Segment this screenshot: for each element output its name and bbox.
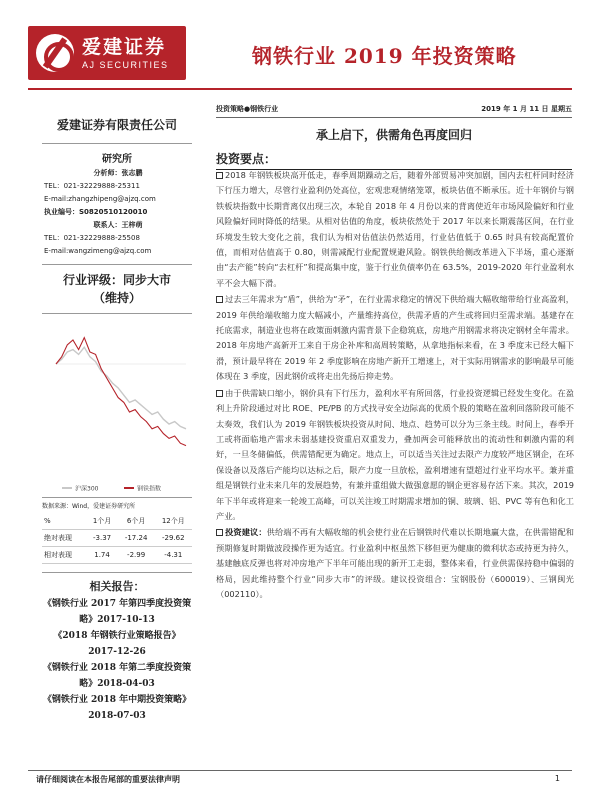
rating-line-2: （维持） xyxy=(92,291,141,305)
performance-table xyxy=(42,513,192,564)
related-report-2[interactable]: 《2018 年钢铁行业策略报告》2017-12-26 xyxy=(53,631,181,657)
paragraph-2: 过去三年需求为“盾”，供给为“矛”，在行业需求稳定的情况下供给端大幅收缩带给行业高盈利，2019 年供给端收缩力度大幅减小，产量维持高位，供需矛盾的产生或将回归至需求端。基建存在托底需求，制造业也将在政策面刺激内需背景下企稳筑底，房地产用钢需求将决定钢材全年需求。2018 年房地产高新开工来自于房企补库和高周转策略，从拿地指标来看，在 3 季度末已经大幅下滑，预计最早将在 2019 年 2 季度影响在房地产新开工增速上，对于实际用钢需求的影响最早可能体现在 3 季度，因此钢价或将走出先扬后抑走势。 xyxy=(216,294,574,382)
legend-label: 钢铁指数 xyxy=(137,485,162,493)
investment-advice-label: 投资建议： xyxy=(225,527,267,538)
legend-label: 沪深300 xyxy=(75,485,99,493)
perf-cell: 绝对表现 xyxy=(42,530,86,547)
company-logo xyxy=(28,26,186,80)
report-subtitle: 承上启下，供需角色再度回归 xyxy=(315,128,472,142)
footer-disclaimer: 请仔细阅读在本报告尾部的重要法律声明 xyxy=(36,775,180,784)
logo-en: AJ SECURITIES xyxy=(82,60,169,70)
rating-line-1: 行业评级：同步大市 xyxy=(62,273,171,287)
related-reports xyxy=(42,596,192,724)
perf-cell: 12个月 xyxy=(155,513,192,530)
related-reports-title: 相关报告： xyxy=(42,572,192,594)
perf-row xyxy=(42,530,192,547)
perf-cell: -3.37 xyxy=(86,530,117,547)
paragraph-4: 投资建议：供给端不再有大幅收缩的机会使行业在后钢铁时代难以长期地赢大盘，在供需错配和预期修复时期做波段操作更为适宜。行业盈利中枢虽然下移但更为健康的微利状态或持更为持久，基建触底反弹也将对冲房地产下半年可能出现的新开工走弱，整体来看，行业供需保持稳中偏弱的格局，因此维持整个行业“同步大市”的评级。建议投资组合：宝钢股份（600019）、三钢闽光（002110）。 xyxy=(216,527,574,599)
analyst-tel: TEL：021-32229888-25311 xyxy=(44,182,140,190)
report-date: 2019 年 1 月 11 日 星期五 xyxy=(481,105,572,113)
index-chart xyxy=(42,320,192,498)
analyst-info xyxy=(42,167,192,258)
checkbox-bullet-icon xyxy=(216,390,223,397)
chart-source: 数据来源：Wind，爱建证券研究所 xyxy=(42,503,136,510)
paragraph-1: 2018 年钢铁板块高开低走，春季周期躁动之后，随着外部贸易冲突加剧，国内去杠杆同时经济下行压力增大，尽管行业盈利仍处高位，宏观悲观情绪笼罩，板块估值不断承压。近十年钢价与钢铁板块指数中长期背离仅出现三次，本轮自 2018 年 4 月份以来的背离使近年市场风险偏好和行业风险偏好同时降低的结果。从相对估值的角度，板块依然处于 2017 年以来长期震荡区间，在行业环境发生较大变化之前，我们认为相对估值法仍然适用，行业估值低于 0.65 时具有较高配置价值，而相对估值高于 0.80，则需减配行业配置规避风险。钢铁供给侧改革进入下半场，重心逐渐由“去产能”转向“去杠杆”和提高集中度，鉴于行业负债率仍在 63.5%，2019-2020 年行业盈利水平不会大幅下滑。 xyxy=(216,170,574,288)
paragraph-3: 由于供需缺口缩小，钢价具有下行压力，盈利水平有所回落，行业投资逻辑已经发生变化。在盈利上升阶段通过对比 ROE、PE/PB 的方式找寻安全边际高的优质个股的策略在盈利回落阶段可能不太奏效，我们认为 2019 年钢铁板块投资从时间、地点、趋势可以分为三条主线。时间上，春季开工或将面临地产需求未弱基建投资重启双重发力，叠加两会可能释放出的流动性和刺激内需的利好，一旦冬储偏低，供需错配更为确定。地点上，可以适当关注过去限产力度较严地区钢企，在环保设备以及落后产能均以达标之后，限产力度一旦放松，盈利增速有望超过行业平均水平。兼并重组是钢铁行业未来几年的发展趋势，有兼并重组做大做强意愿的钢企更容易存活下来。其次，2019 年下半年或将迎来一轮竣工高峰，可以关注竣工时期需求增加的铜、玻璃、铝、PVC 等有色和化工产业。 xyxy=(216,387,574,521)
report-meta xyxy=(216,104,572,118)
perf-cell: % xyxy=(42,513,86,530)
contact-tel: TEL：021-32229888-25508 xyxy=(44,234,140,242)
logo-cn: 爱建证券 xyxy=(82,36,167,58)
checkbox-bullet-icon xyxy=(216,172,223,179)
perf-cell: -2.99 xyxy=(118,547,155,564)
perf-cell: 相对表现 xyxy=(42,547,86,564)
left-sidebar xyxy=(42,104,192,724)
perf-cell: 6个月 xyxy=(118,513,155,530)
perf-cell: -17.24 xyxy=(118,530,155,547)
perf-row xyxy=(42,547,192,564)
checkbox-bullet-icon xyxy=(216,296,223,303)
company-name: 爱建证券有限责任公司 xyxy=(42,104,192,144)
header-divider xyxy=(28,88,572,90)
related-report-1[interactable]: 《钢铁行业 2017 年第四季度投资策略》2017-10-13 xyxy=(42,599,192,625)
perf-header-row xyxy=(42,513,192,530)
industry-rating xyxy=(42,264,192,314)
analyst-email[interactable]: E-mail:zhangzhipeng@ajzq.com xyxy=(44,195,156,203)
analyst-name: 分析师：张志鹏 xyxy=(93,169,143,177)
summary-body xyxy=(216,168,574,603)
summary-heading: 投资要点： xyxy=(216,150,572,170)
related-report-3[interactable]: 《钢铁行业 2018 年第二季度投资策略》2018-04-03 xyxy=(42,663,192,689)
page-number: 1 xyxy=(554,774,560,783)
contact-name: 联系人：王梓萌 xyxy=(93,221,143,229)
contact-email[interactable]: E-mail:wangzimeng@ajzq.com xyxy=(44,247,152,255)
perf-cell: 1个月 xyxy=(86,513,117,530)
footer-divider xyxy=(28,770,572,771)
checkbox-bullet-icon xyxy=(216,529,223,536)
perf-cell: 1.74 xyxy=(86,547,117,564)
research-dept: 研究所 xyxy=(102,154,132,165)
logo-mark-icon xyxy=(36,34,74,72)
perf-cell: -29.62 xyxy=(155,530,192,547)
perf-cell: -4.31 xyxy=(155,547,192,564)
related-report-4[interactable]: 《钢铁行业 2018 年中期投资策略》2018-07-03 xyxy=(42,695,192,721)
series-line-1 xyxy=(56,347,186,429)
index-chart-svg xyxy=(42,320,192,498)
report-title: 钢铁行业 2019 年投资策略 xyxy=(252,44,517,68)
analyst-cert: 执业编号：S0820510120010 xyxy=(44,208,148,216)
report-category: 投资策略●钢铁行业 xyxy=(216,105,279,113)
